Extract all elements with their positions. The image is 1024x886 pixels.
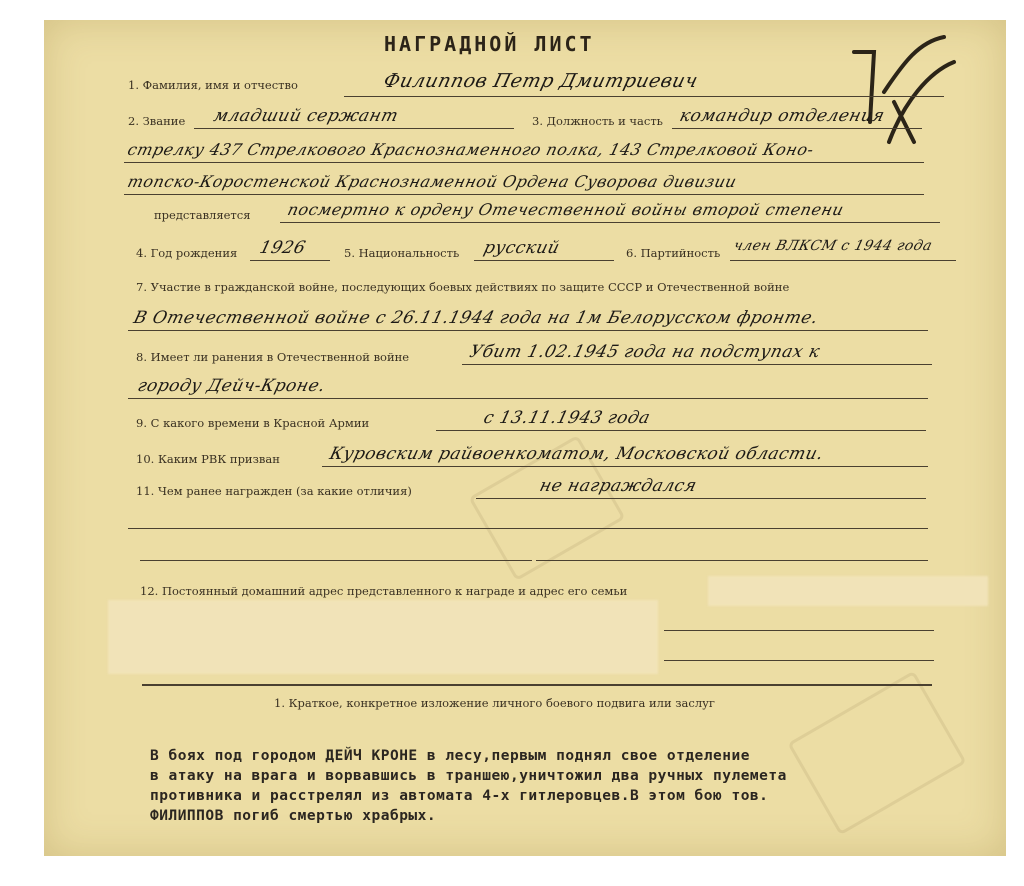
field-birth-year-value: 1926 — [257, 238, 308, 258]
redacted-region — [708, 576, 988, 606]
narrative-line: В боях под городом ДЕЙЧ КРОНЕ в лесу,первым поднял свое отделение — [150, 748, 750, 764]
field-army-since-label: 9. С какого времени в Красной Армии — [136, 416, 370, 430]
field-party-value: член ВЛКСМ с 1944 года — [732, 238, 934, 254]
underline — [128, 330, 928, 331]
field-position-value-cont: стрелку 437 Стрелкового Краснознаменного полка, 143 Стрелковой Коно- — [125, 140, 816, 159]
field-name-label: 1. Фамилия, имя и отчество — [128, 78, 298, 92]
underline — [128, 528, 928, 529]
field-birth-year-label: 4. Год рождения — [136, 246, 238, 260]
field-wounds-label: 8. Имеет ли ранения в Отечественной войне — [136, 350, 410, 364]
award-sheet — [44, 20, 1006, 856]
field-nationality-value: русский — [481, 238, 562, 258]
underline — [124, 194, 924, 195]
watermark-mark — [787, 671, 966, 836]
field-rank-label: 2. Звание — [128, 114, 186, 128]
underline — [322, 466, 928, 467]
underline — [672, 128, 922, 129]
narrative-line: в атаку на врага и ворвавшись в траншею,уничтожил два ручных пулемета — [150, 768, 787, 784]
field-name-value: Филиппов Петр Дмитриевич — [381, 70, 701, 92]
nominated-label: представляется — [154, 208, 251, 222]
redacted-region — [108, 600, 658, 674]
field-army-since-value: с 13.11.1943 года — [481, 408, 653, 428]
underline — [664, 630, 934, 631]
underline — [474, 260, 614, 261]
underline — [250, 260, 330, 261]
field-nationality-label: 5. Национальность — [344, 246, 460, 260]
section-divider — [142, 684, 932, 686]
underline — [140, 560, 532, 561]
field-wounds-value: Убит 1.02.1945 года на подступах к — [467, 342, 823, 362]
document-title: НАГРАДНОЙ ЛИСТ — [384, 32, 595, 56]
field-position-value: командир отделения — [677, 106, 887, 126]
field-party-label: 6. Партийность — [626, 246, 721, 260]
underline — [124, 162, 924, 163]
underline — [664, 660, 934, 661]
nominated-value: посмертно к ордену Отечественной войны второй степени — [285, 200, 846, 219]
underline — [128, 398, 928, 399]
field-position-label: 3. Должность и часть — [532, 114, 663, 128]
underline — [436, 430, 926, 431]
underline — [476, 498, 926, 499]
field-previous-awards-value: не награждался — [537, 476, 699, 496]
underline — [280, 222, 940, 223]
field-draft-office-value: Куровским райвоенкоматом, Московской области. — [327, 444, 826, 464]
underline — [536, 560, 928, 561]
field-draft-office-label: 10. Каким РВК призван — [136, 452, 280, 466]
field-participation-value: В Отечественной войне с 26.11.1944 года на 1м Белорусском фронте. — [131, 308, 821, 328]
field-rank-value: младший сержант — [211, 106, 401, 126]
field-participation-label: 7. Участие в гражданской войне, последующих боевых действиях по защите СССР и Отечественной войне — [136, 280, 790, 294]
signature-mark — [834, 32, 964, 152]
field-address-label: 12. Постоянный домашний адрес представленного к награде и адрес его семьи — [140, 584, 628, 598]
underline — [194, 128, 514, 129]
field-wounds-value-cont: городу Дейч-Кроне. — [135, 376, 328, 396]
underline — [730, 260, 956, 261]
narrative-line: ФИЛИППОВ погиб смертью храбрых. — [150, 808, 437, 824]
narrative-line: противника и расстрелял из автомата 4-х гитлеровцев.В этом бою тов. — [150, 788, 769, 804]
field-position-value-cont: топско-Коростенской Краснознаменной Ордена Суворова дивизии — [125, 172, 739, 191]
field-previous-awards-label: 11. Чем ранее награжден (за какие отличия) — [136, 484, 412, 498]
underline — [462, 364, 932, 365]
underline — [344, 96, 944, 97]
section-heading: 1. Краткое, конкретное изложение личного боевого подвига или заслуг — [274, 696, 715, 710]
